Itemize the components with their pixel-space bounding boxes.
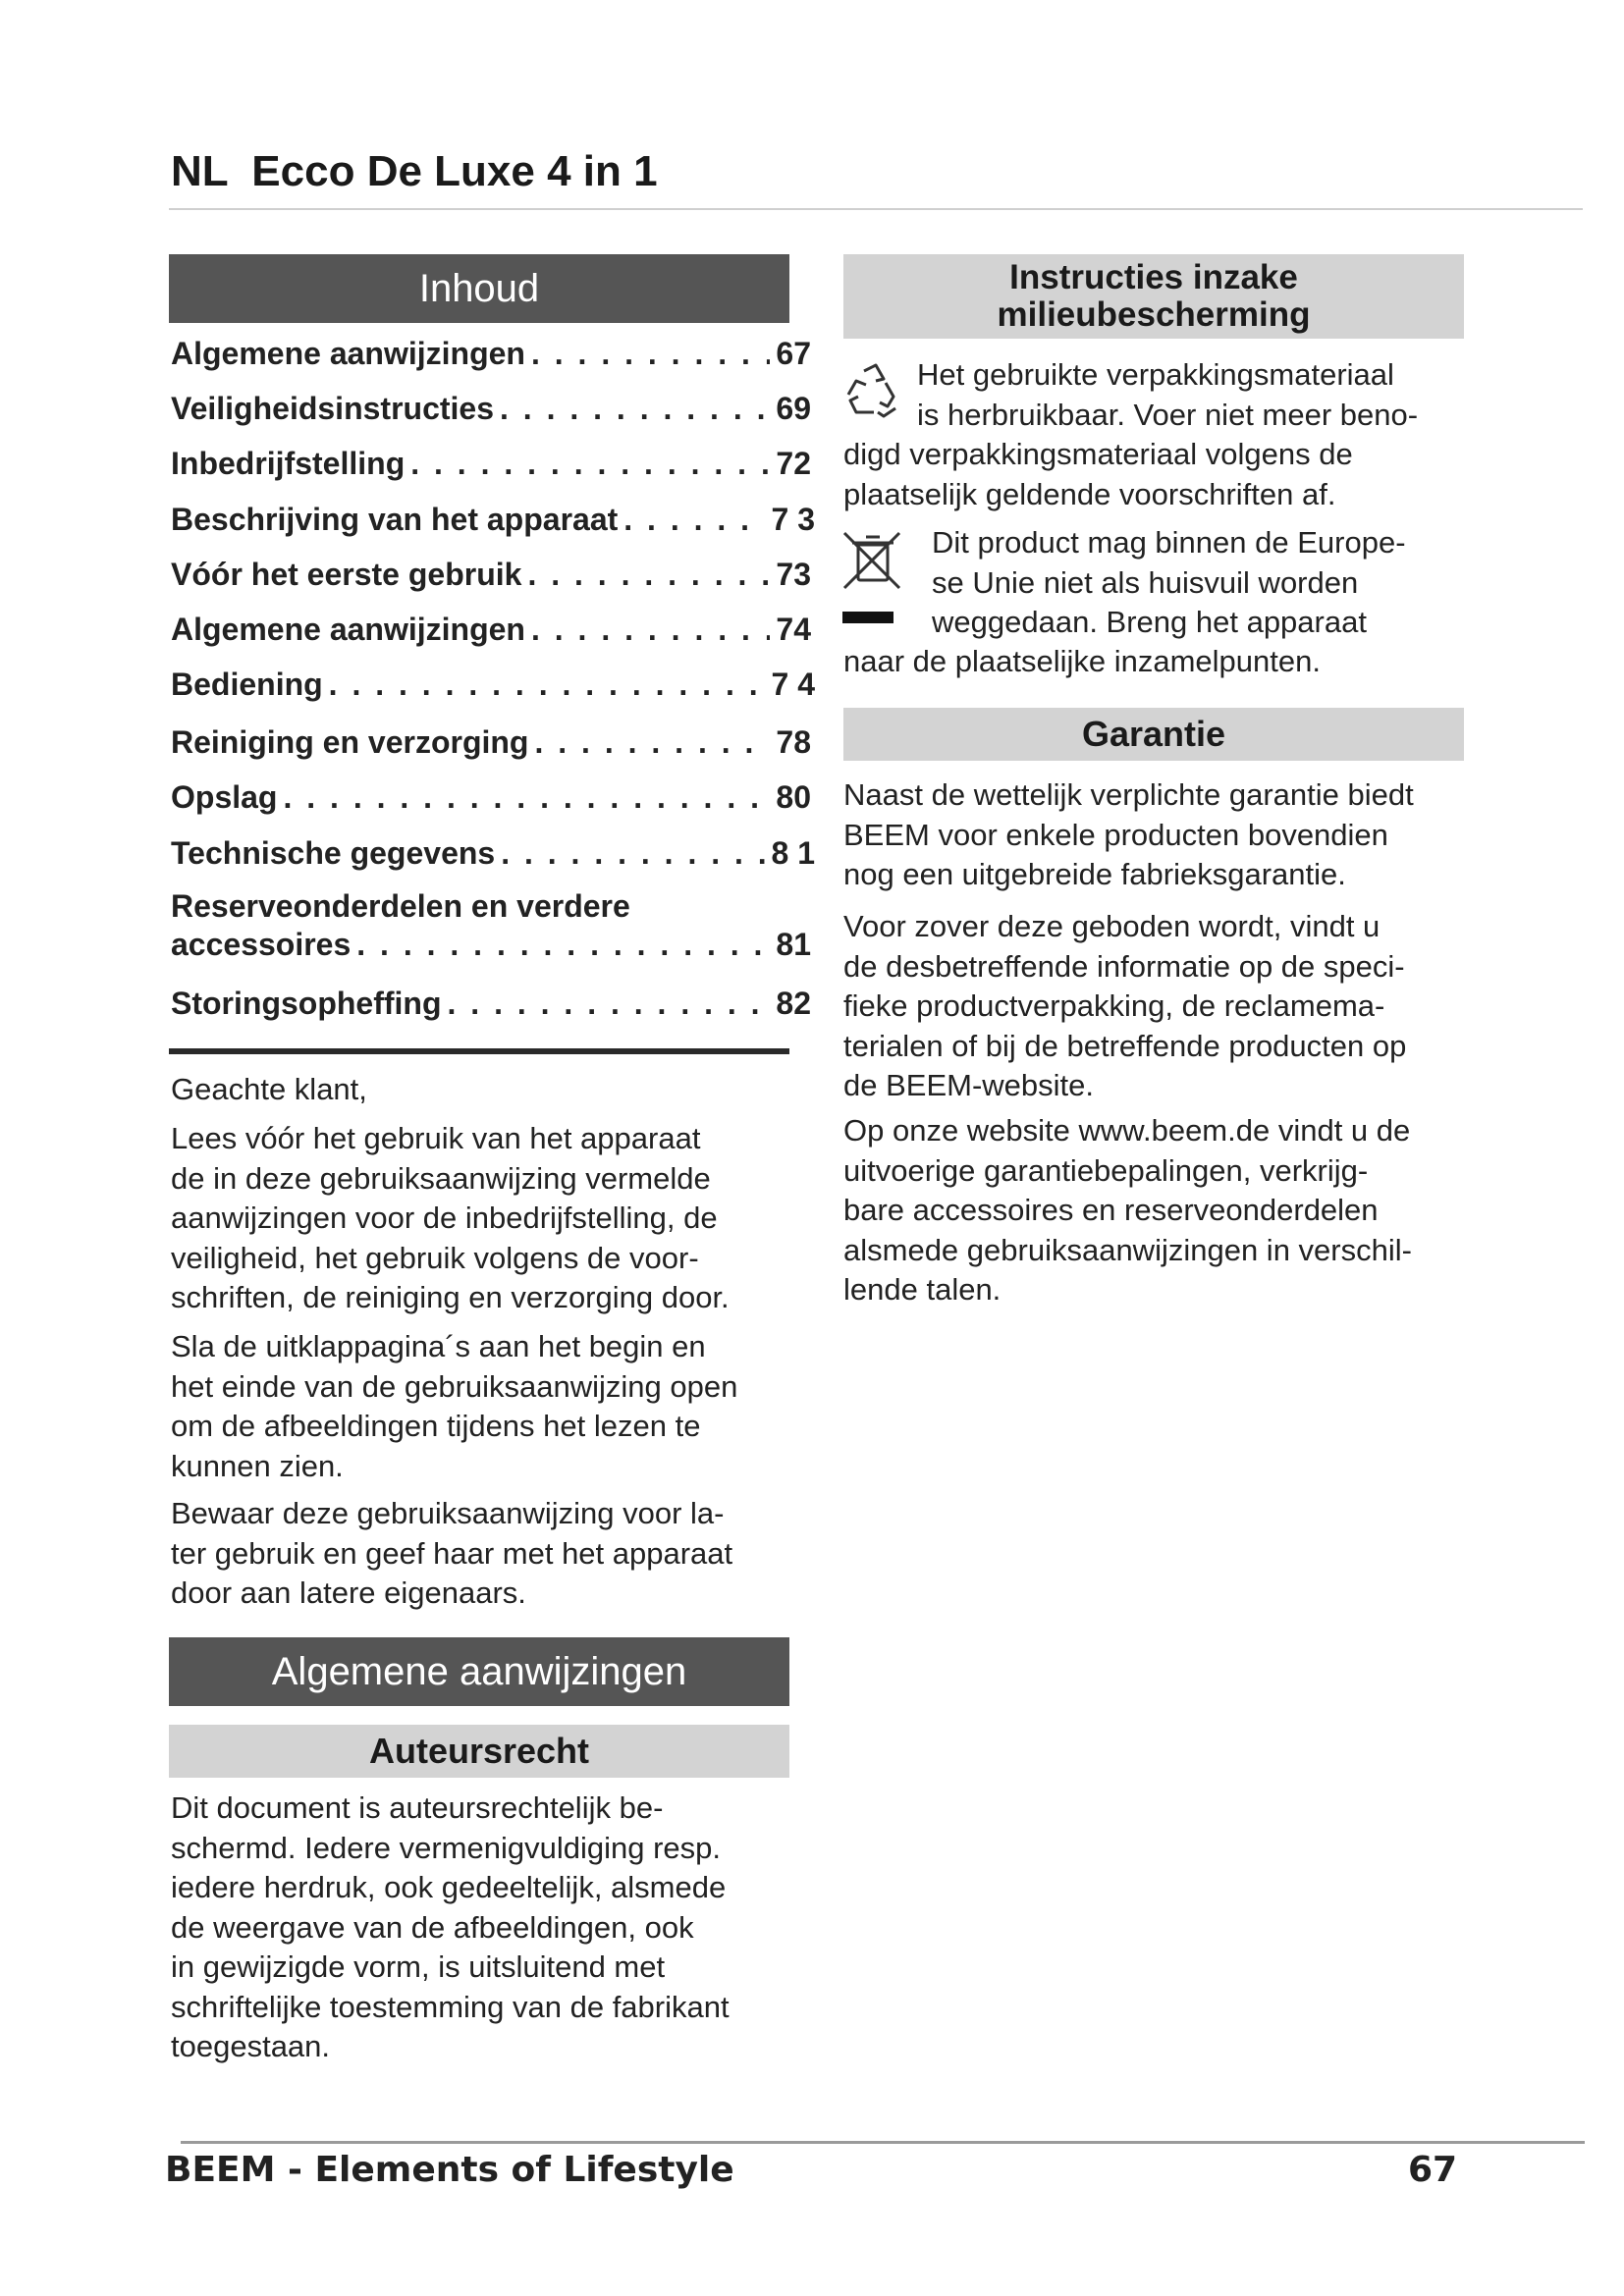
toc-page-number: 82 xyxy=(776,986,811,1021)
section-heading-bar xyxy=(169,1637,789,1706)
footer-page-number: 67 xyxy=(1408,2150,1458,2190)
intro-paragraph-3: Bewaar deze gebruiksaanwijzing voor la- ter gebruik en geef haar met het apparaat door aan latere eigenaars. xyxy=(171,1496,733,1610)
toc-page-number: 74 xyxy=(776,612,811,647)
copyright-paragraph: Dit document is auteursrechtelijk be- schermd. Iedere vermenigvuldiging resp. iedere herdruk, ook gedeeltelijk, alsmede de weergave van de afbeeldingen, ook in gewijzigde vorm, is uitsluitend met schriftelijke toestemming van de fabrikant toegestaan. xyxy=(171,1790,730,2063)
toc-entry[interactable]: Inbedrijfstelling . . . 72 xyxy=(171,446,811,482)
toc-entry[interactable]: Algemene aanwijzingen . . . 67 xyxy=(171,336,811,372)
toc-page-number: 69 xyxy=(776,391,811,426)
toc-page-number: 80 xyxy=(776,779,811,815)
toc-entry[interactable]: accessoires . . . 81 xyxy=(171,927,811,963)
greeting: Geachte klant, xyxy=(171,1072,367,1106)
recycle-text-continued: digd verpakkingsmateriaal volgens de plaatselijk geldende voorschriften af. xyxy=(843,437,1353,511)
toc-page-number: 7 3 xyxy=(771,502,815,537)
toc-entry[interactable]: Bediening . . . 7 4 xyxy=(171,667,815,703)
weee-text-continued: naar de plaatselijke inzamelpunten. xyxy=(843,644,1321,678)
page-title: NL Ecco De Luxe 4 in 1 xyxy=(171,147,658,195)
recycle-icon xyxy=(839,361,909,424)
warranty-paragraph-2: Voor zover deze geboden wordt, vindt u de desbetreffende informatie op de speci- fieke productverpakking, de reclamema- terialen of bij de betreffende producten op de BEEM-website. xyxy=(843,909,1407,1102)
toc-page-number: 72 xyxy=(776,446,811,481)
toc-entry[interactable]: Technische gegevens . . . 8 1 xyxy=(171,835,815,872)
intro-paragraph-2: Sla de uitklappagina´s aan het begin en het einde van de gebruiksaanwijzing open om de afbeeldingen tijdens het lezen te kunnen zien. xyxy=(171,1329,738,1483)
warranty-paragraph-3: Op onze website www.beem.de vindt u de uitvoerige garantiebepalingen, verkrijg- bare accessoires en reserveonderdelen alsmede gebruiksaanwijzingen in verschil- lende talen. xyxy=(843,1113,1412,1307)
toc-entry[interactable]: Beschrijving van het apparaat . . . 7 3 xyxy=(171,502,815,538)
warranty-heading: Garantie xyxy=(1081,714,1226,754)
footer-divider xyxy=(181,2141,1585,2144)
toc-page-number: 7 4 xyxy=(771,667,815,702)
toc-page-number: 81 xyxy=(776,927,811,962)
toc-entry[interactable]: Reiniging en verzorging . . . 78 xyxy=(171,724,811,761)
toc-page-number: 67 xyxy=(776,336,811,371)
environment-heading-bar xyxy=(843,254,1464,339)
toc-entry[interactable]: Veiligheidsinstructies . . . 69 xyxy=(171,391,811,427)
toc-entry[interactable]: Algemene aanwijzingen . . . 74 xyxy=(171,612,811,648)
footer-brand: BEEM - Elements of Lifestyle xyxy=(165,2150,734,2190)
toc-page-number: 73 xyxy=(776,557,811,592)
toc-end-rule xyxy=(169,1048,789,1054)
toc-heading: Inhoud xyxy=(418,266,540,310)
toc-entry-first-line: Reserveonderdelen en verdere xyxy=(171,888,630,924)
intro-paragraph-1: Lees vóór het gebruik van het apparaat de in deze gebruiksaanwijzing vermelde aanwijzingen voor de inbedrijfstelling, de veiligheid, het gebruik volgens de voor- schriften, de reiniging en verzorging door. xyxy=(171,1121,730,1314)
section-heading: Algemene aanwijzingen xyxy=(271,1649,687,1693)
toc-page-number: 8 1 xyxy=(771,835,815,871)
weee-text: Dit product mag binnen de Europe- se Unie niet als huisvuil worden weggedaan. Breng het apparaat xyxy=(932,525,1406,639)
toc-entry[interactable]: Storingsopheffing . . . 82 xyxy=(171,986,811,1022)
subsection-heading: Auteursrecht xyxy=(368,1731,590,1771)
toc-entry[interactable]: Opslag . . . 80 xyxy=(171,779,811,816)
toc-page-number: 78 xyxy=(776,724,811,760)
crossed-out-bin-icon xyxy=(839,527,907,627)
environment-heading-line: milieubescherming xyxy=(997,295,1311,334)
subsection-heading-bar xyxy=(169,1725,789,1778)
warranty-paragraph-1: Naast de wettelijk verplichte garantie biedt BEEM voor enkele producten bovendien nog een uitgebreide fabrieksgarantie. xyxy=(843,777,1414,891)
toc-entry[interactable]: Vóór het eerste gebruik . . . 73 xyxy=(171,557,811,593)
environment-heading-line: Instructies inzake xyxy=(1009,258,1298,296)
table-of-contents xyxy=(171,0,819,1080)
recycle-text: Het gebruikte verpakkingsmateriaal is herbruikbaar. Voer niet meer beno- xyxy=(917,357,1419,432)
warranty-heading-bar xyxy=(843,708,1464,761)
